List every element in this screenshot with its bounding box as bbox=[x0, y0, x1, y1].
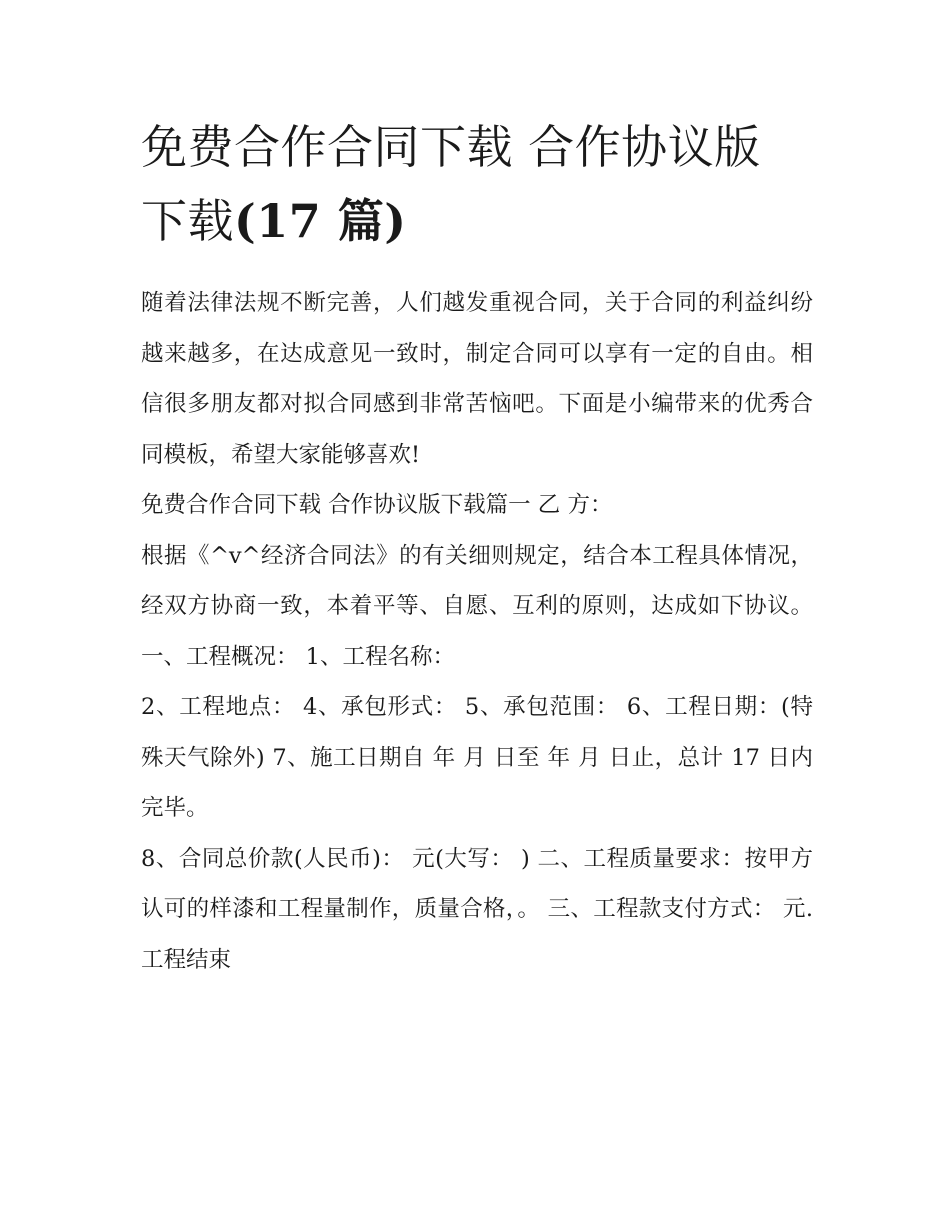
document-title bbox=[141, 110, 813, 258]
title-line-2-prefix: 下载 bbox=[141, 194, 234, 248]
contract-paragraph-project-details: 2、工程地点： 4、承包形式： 5、承包范围： 6、工程日期：(特殊天气除外) 7、施工日期自 年 月 日至 年 月 日止，总计 17 日内完毕。 bbox=[141, 694, 813, 821]
document-page bbox=[141, 110, 813, 985]
contract-paragraph-basis: 根据《^v^经济合同法》的有关细则规定，结合本工程具体情况，经双方协商一致，本着平等、自愿、互利的原则，达成如下协议。 一、工程概况： 1、工程名称： bbox=[141, 542, 813, 670]
section-heading: 免费合作合同下载 合作协议版下载篇一 乙 方： bbox=[141, 492, 613, 518]
intro-paragraph: 随着法律法规不断完善，人们越发重视合同，关于合同的利益纠纷越来越多，在达成意见一致时，制定合同可以享有一定的自由。相信很多朋友都对拟合同感到非常苦恼吧。下面是小编带来的优秀合同模板，希望大家能够喜欢! bbox=[141, 290, 813, 468]
contract-paragraph-price: 8、合同总价款(人民币)： 元(大写： ) 二、工程质量要求：按甲方认可的样漆和工程量制作，质量合格，。 三、工程款支付方式： 元.工程结束 bbox=[141, 845, 813, 973]
title-line-1: 免费合作合同下载 合作协议版 bbox=[141, 120, 761, 174]
title-line-2-count: (17 篇) bbox=[234, 194, 407, 248]
